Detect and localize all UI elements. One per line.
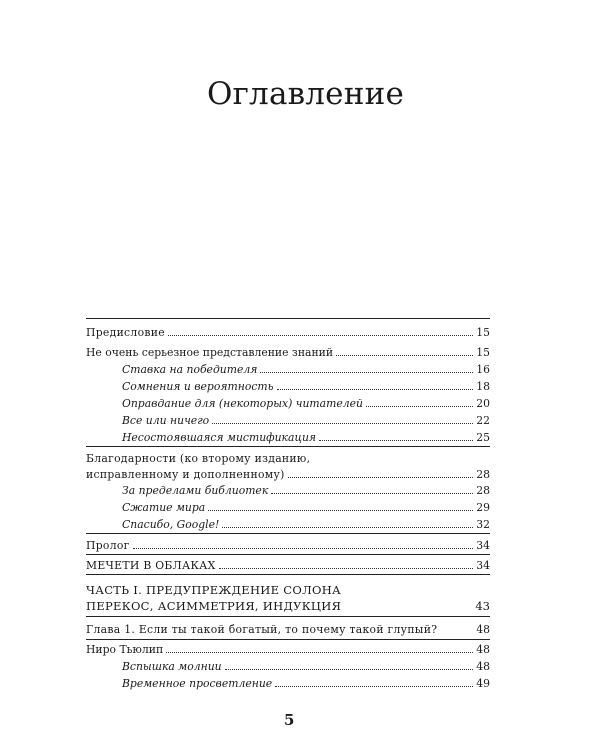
dot-leader [212,423,473,424]
toc-entry-label: Ставка на победителя [122,363,258,376]
toc-entry-label: Пролог [86,539,130,552]
section-divider [86,533,490,534]
toc-entry-label: Все или ничего [122,414,210,427]
toc-entry-page: 34 [476,559,490,572]
toc-subentry[interactable] [122,660,490,673]
toc-entry-part1-line1[interactable]: ЧАСТЬ I. ПРЕДУПРЕЖДЕНИЕ СОЛОНА [86,583,342,597]
toc-entry-label: Глава 1. Если ты такой богатый, то почему такой глупый? [86,623,438,636]
dot-leader [277,389,474,390]
toc-entry-page: 15 [476,346,490,359]
section-divider [86,639,490,640]
toc-entry-acknowledgements[interactable] [86,468,490,481]
page-title: Оглавление [207,76,404,112]
toc-subentry[interactable] [122,380,490,393]
dot-leader [319,440,473,441]
toc-entry-prologue[interactable] [86,539,490,552]
toc-subentry[interactable] [122,501,490,514]
section-divider [86,616,490,617]
dot-leader [166,652,473,653]
section-divider [86,554,490,555]
page-number: 5 [284,711,295,729]
toc-entry-page: 16 [476,363,490,376]
dot-leader [225,669,473,670]
dot-leader [344,609,472,610]
toc-entry-label: Ниро Тьюлип [86,643,164,656]
toc-entry-page: 29 [476,501,490,514]
dot-leader [168,335,473,336]
toc-subentry[interactable] [122,397,490,410]
dot-leader [288,477,473,478]
toc-entry-label: Сомнения и вероятность [122,380,274,393]
dot-leader [208,510,473,511]
dot-leader [366,406,473,407]
toc-entry-page: 15 [476,326,490,339]
toc-entry-page: 49 [476,677,490,690]
toc-entry-page: 20 [476,397,490,410]
toc-entry-page: 48 [476,660,490,673]
toc-entry-mosques[interactable] [86,559,490,572]
dot-leader [440,632,473,633]
dot-leader [222,527,473,528]
toc-subentry[interactable] [122,677,490,690]
toc-subentry[interactable] [122,484,490,497]
toc-entry-page: 22 [476,414,490,427]
toc-subentry[interactable] [122,414,490,427]
toc-entry-acknowledgements-line1[interactable]: Благодарности (ко второму изданию, [86,452,311,465]
toc-entry-label: Оправдание для (некоторых) читателей [122,397,363,410]
section-divider [86,574,490,575]
toc-entry-part1[interactable] [86,600,490,613]
toc-entry-page: 25 [476,431,490,444]
toc-entry-preface[interactable] [86,326,490,339]
toc-entry-page: 28 [476,468,490,481]
toc-entry-label: Вспышка молнии [122,660,222,673]
toc-entry-page: 48 [476,623,490,636]
toc-subentry[interactable] [122,518,490,531]
toc-entry-label: За пределами библиотек [122,484,269,497]
dot-leader [271,493,473,494]
dot-leader [219,568,473,569]
toc-entry-page: 48 [476,643,490,656]
toc-entry-page: 18 [476,380,490,393]
toc-entry-label: Спасибо, Google! [122,518,220,531]
toc-entry-label: исправленному и дополненному) [86,468,285,481]
toc-entry-label: Временное просветление [122,677,273,690]
toc-entry-label: Не очень серьезное представление знаний [86,346,334,359]
toc-subentry[interactable] [122,363,490,376]
toc-entry-label: Сжатие мира [122,501,206,514]
toc-entry-label: Несостоявшаяся мистификация [122,431,317,444]
toc-entry-chapter1[interactable] [86,623,490,636]
dot-leader [275,686,473,687]
dot-leader [336,355,473,356]
section-divider [86,318,490,319]
toc-entry-label: Предисловие [86,326,165,339]
toc-entry-niro-tulip[interactable] [86,643,490,656]
dot-leader [133,548,473,549]
toc-entry-knowledge[interactable] [86,346,490,359]
toc-subentry[interactable] [122,431,490,444]
toc-entry-page: 34 [476,539,490,552]
toc-entry-page: 43 [475,599,490,613]
section-divider [86,446,490,447]
dot-leader [260,372,473,373]
toc-entry-page: 28 [476,484,490,497]
toc-entry-label: МЕЧЕТИ В ОБЛАКАХ [86,559,216,572]
toc-entry-label: ПЕРЕКОС, АСИММЕТРИЯ, ИНДУКЦИЯ [86,599,342,613]
toc-entry-page: 32 [476,518,490,531]
